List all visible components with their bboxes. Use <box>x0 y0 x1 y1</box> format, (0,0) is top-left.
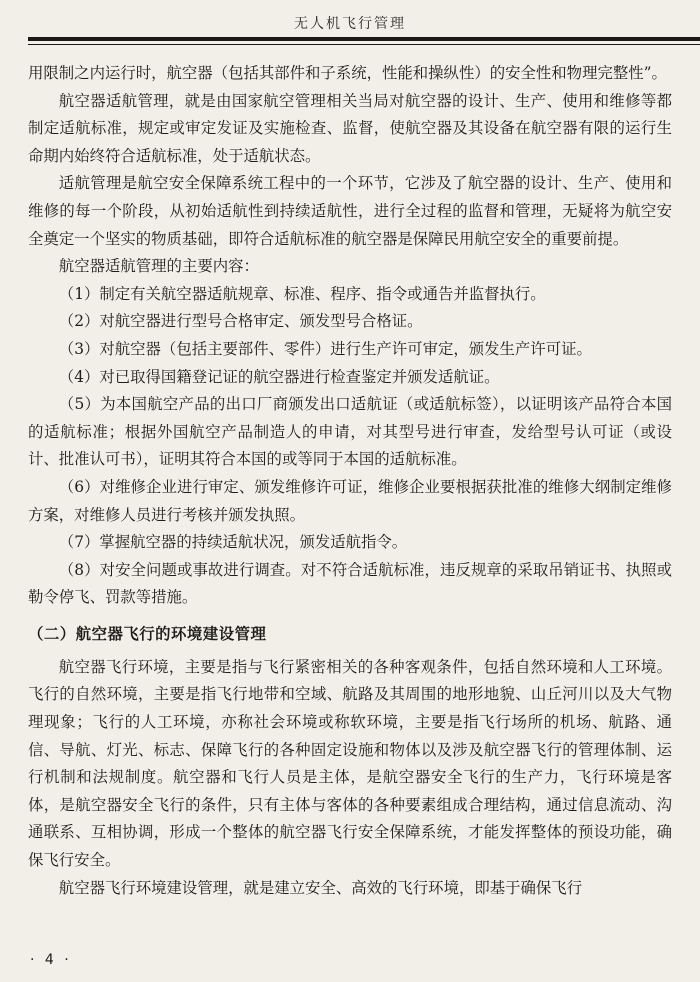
running-header-title: 无人机飞行管理 <box>294 16 406 32</box>
page-number: · 4 · <box>30 952 72 968</box>
section-heading: （二）航空器飞行的环境建设管理 <box>28 624 267 643</box>
paragraph-continued: 用限制之内运行时，航空器（包括其部件和子系统，性能和操纵性）的安全性和物理完整性”。 <box>28 64 667 82</box>
paragraph: 航空器飞行环境，主要是指与飞行紧密相关的各种客观条件，包括自然环境和人工环境。飞行的自然环境，主要是指飞行地带和空域、航路及其周围的地形地貌、山丘河川以及大气物理现象；飞行的人工环境，亦称社会环境或称软环境，主要是指飞行场所的机场、航路、通信、导航、灯光、标志、保障飞行的各种固定设施和物体以及涉及航空器飞行的管理体制、运行机制和法规制度。航空器和飞行人员是主体，是航空器安全飞行的生产力，飞行环境是客体，是航空器安全飞行的条件，只有主体与客体的各种要素组成合理结构，通过信息流动、沟通联系、互相协调，形成一个整体的航空器飞行安全保障系统，才能发挥整体的预设功能，确保飞行安全。 <box>28 657 672 870</box>
list-item: （5）为本国航空产品的出口厂商颁发出口适航证（或适航标签），以证明该产品符合本国的适航标准；根据外国航空产品制造人的申请，对其型号进行审查，发给型号认可证（或设计、批准认可书），证明其符合本国的或等同于本国的适航标准。 <box>28 395 672 469</box>
list-item: （1）制定有关航空器适航规章、标准、程序、指令或通告并监督执行。 <box>58 284 546 303</box>
paragraph: 航空器适航管理，就是由国家航空管理相关当局对航空器的设计、生产、使用和维修等都制定适航标准，规定或审定发证及实施检查、监督，使航空器及其设备在航空器有限的运行生命期内始终符合适航标准，处于适航状态。 <box>28 91 672 165</box>
list-item: （3）对航空器（包括主要部件、零件）进行生产许可审定，颁发生产许可证。 <box>58 339 592 358</box>
list-item: （2）对航空器进行型号合格审定、颁发型号合格证。 <box>58 312 423 331</box>
paragraph: 适航管理是航空安全保障系统工程中的一个环节，它涉及了航空器的设计、生产、使用和维修的每一个阶段，从初始适航性到持续适航性，进行全过程的监督和管理，无疑将为航空安全奠定一个坚实的物质基础，即符合适航标准的航空器是保障民用航空安全的重要前提。 <box>28 174 672 248</box>
list-item: （6）对维修企业进行审定、颁发维修许可证，维修企业要根据获批准的维修大纲制定维修方案，对维修人员进行考核并颁发执照。 <box>28 477 672 524</box>
header-rule-thin <box>28 44 700 45</box>
list-item: （7）掌握航空器的持续适航状况，颁发适航指令。 <box>58 533 408 552</box>
header-rule-thick <box>28 37 700 41</box>
paragraph: 航空器适航管理的主要内容： <box>58 257 259 276</box>
list-item: （4）对已取得国籍登记证的航空器进行检查鉴定并颁发适航证。 <box>58 367 500 386</box>
paragraph: 航空器飞行环境建设管理，就是建立安全、高效的飞行环境，即基于确保飞行 <box>58 878 583 897</box>
body-text <box>28 60 672 902</box>
list-item: （8）对安全问题或事故进行调查。对不符合适航标准，违反规章的采取吊销证书、执照或勒令停飞、罚款等措施。 <box>28 560 672 607</box>
